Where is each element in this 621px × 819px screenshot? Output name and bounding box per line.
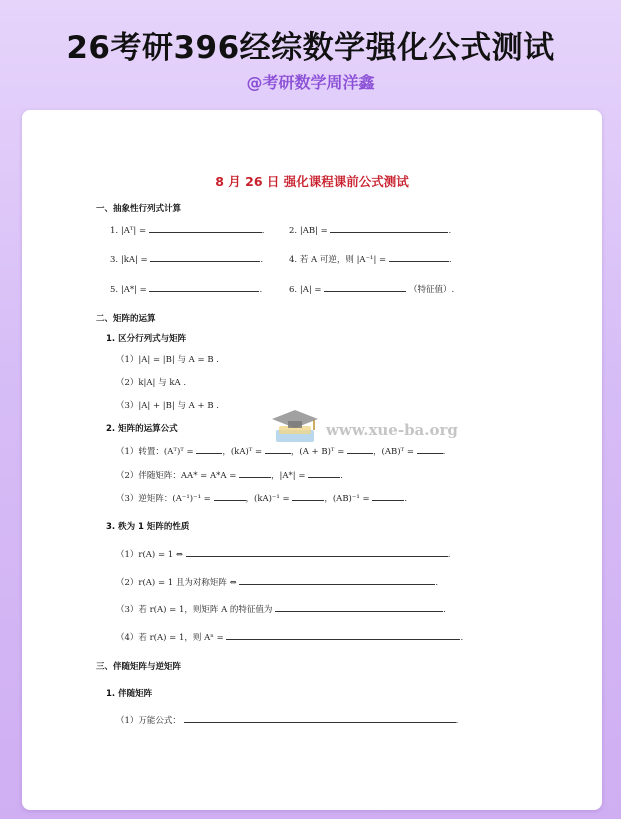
answer-blank[interactable] [308,468,340,478]
answer-blank[interactable] [184,713,456,723]
answer-blank[interactable] [275,602,443,612]
document-card [22,110,602,810]
answer-blank[interactable] [150,252,260,262]
answer-blank[interactable] [324,282,406,292]
formula-line: （2）伴随矩阵：AA* = A*A = ，|A*| = . [116,468,343,481]
question-expr: |A*| = [120,285,147,295]
subsection-heading: 2. 矩阵的运算公式 [106,424,178,434]
graduation-cap-icon [270,406,320,448]
answer-blank[interactable] [239,575,435,585]
page-title: 26考研396经综数学强化公式测试 [66,30,555,66]
answer-blank[interactable] [389,252,449,262]
question-item: 4. 若 A 可逆，则 |A⁻¹| = . [289,252,452,265]
question-expr: |A| = [299,285,322,295]
page-subtitle: @考研数学周洋鑫 [246,73,375,92]
answer-blank[interactable] [226,630,460,640]
answer-blank[interactable] [186,547,448,557]
question-item: 3. |kA| = . [110,252,263,265]
formula-line: （1）万能公式： . [116,713,458,726]
question-expr: |Aᵀ| = [120,226,147,236]
formula-line: （4）若 r(A) = 1，则 Aⁿ = . [116,630,463,643]
watermark [270,406,480,448]
question-number: 4. [289,255,298,265]
subsection-heading: 1. 伴随矩阵 [106,689,153,699]
formula-line: （2）r(A) = 1 且为对称矩阵 ⇔ . [116,575,438,588]
question-expr: |kA| = [120,255,148,265]
answer-blank[interactable] [196,444,222,454]
subsection-heading: 1. 区分行列式与矩阵 [106,334,187,344]
document-page [22,110,602,810]
list-item: （3）|A| + |B| 与 A + B . [116,401,219,411]
list-item: （2）k|A| 与 kA . [116,378,187,388]
question-number: 2. [289,226,298,236]
question-item: 6. |A| = （特征值）. [289,282,454,295]
section-heading: 一、抽象性行列式计算 [96,204,182,214]
answer-blank[interactable] [239,468,271,478]
formula-line: （3）若 r(A) = 1，则矩阵 A 的特征值为 . [116,602,446,615]
formula-line: （3）逆矩阵：(A⁻¹)⁻¹ = ，(kA)⁻¹ = ，(AB)⁻¹ = . [116,491,407,504]
formula-line: （1）r(A) = 1 ⇔ . [116,547,450,560]
answer-blank[interactable] [292,491,324,501]
answer-blank[interactable] [372,491,404,501]
watermark-text: www.xue-ba.org [326,421,458,439]
answer-blank[interactable] [214,491,246,501]
subsection-heading: 3. 秩为 1 矩阵的性质 [106,522,190,532]
question-number: 6. [289,285,298,295]
section-heading: 三、伴随矩阵与逆矩阵 [96,662,182,672]
document-title: 8 月 26 日 强化课程课前公式测试 [215,174,409,189]
section-heading: 二、矩阵的运算 [96,314,156,324]
question-item: 5. |A*| = . [110,282,262,295]
question-item: 2. |AB| = . [289,223,451,236]
question-expr: 若 A 可逆，则 |A⁻¹| = [299,255,387,265]
answer-blank[interactable] [149,223,262,233]
formula-line: （1）转置：(Aᵀ)ᵀ = ，(kA)ᵀ = ，(A + B)ᵀ = ，(AB)ᵀ = . [116,444,445,457]
question-number: 1. [110,226,119,236]
question-item: 1. |Aᵀ| = . [110,223,265,236]
list-item: （1）|A| = |B| 与 A = B . [116,355,219,365]
answer-blank[interactable] [149,282,259,292]
question-expr: |AB| = [299,226,328,236]
question-number: 5. [110,285,119,295]
question-number: 3. [110,255,119,265]
answer-blank[interactable] [330,223,448,233]
